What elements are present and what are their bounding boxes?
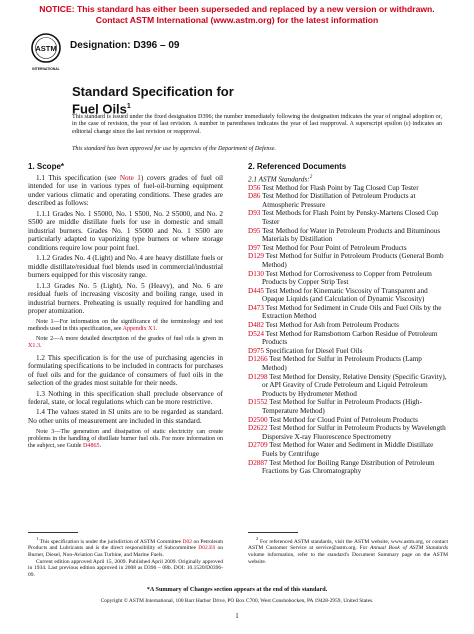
footnote-2: $^2$ For referenced ASTM standards, visit the ASTM website, www.astm.org, or contact ASTM Customer Service at service@astm.org. For Annual Book of ASTM Standards volume information, refer to the standard's Document Summary page on the ASTM website. (248, 536, 449, 565)
astm-logo (30, 33, 62, 73)
appendix-x1-link[interactable]: Appendix X1 (122, 326, 156, 333)
x1-3-link[interactable]: X1.3 (28, 343, 41, 350)
reference-item (248, 416, 448, 425)
reference-title: Test Method for Density, Relative Density (Specific Gravity), or API Gravity of Crude Petroleum and Liquid Petroleum Products by Hydrometer Method (262, 372, 447, 398)
reference-item (248, 184, 448, 193)
scope-1-3: 1.3 Nothing in this specification shall preclude observance of federal, state, or local regulations which can be more restrictive. (28, 389, 223, 407)
scope-heading: 1. Scope* (28, 162, 65, 171)
reference-code-link[interactable]: D473 (248, 303, 264, 312)
page-number: 1 (235, 612, 239, 620)
reference-code-link[interactable]: D524 (248, 329, 264, 338)
reference-title: Test Method for Corrosiveness to Copper from Petroleum Products by Copper Strip Test (262, 269, 432, 287)
footnote-1: $^1$ This specification is under the jurisdiction of ASTM Committee D02 on Petroleum Products and Lubricants and is the direct responsibility of Subcommittee D02.E0 on Burner, Diesel, Non-Aviation Gas Turbine, and Marine Fuels. Current edition approved April 15, 2009. Published April 2009. Originally approved in 1934. Last previous edition approved in 2008 as D396 – 08b. DOI: 10.1520/D0396-09. (28, 536, 224, 578)
reference-item (248, 355, 448, 372)
reference-code-link[interactable]: D1266 (248, 355, 268, 364)
reference-code-link[interactable]: D97 (248, 243, 261, 252)
footnote-rule-right (248, 532, 298, 533)
reference-item (248, 252, 448, 269)
scope-1-1-3: 1.1.3 Grades No. 5 (Light), No. 5 (Heavy), and No. 6 are residual fuels of increasing viscosity and boiling range, used in industrial burners. Preheating is usually required for handling and proper atomization. (28, 281, 223, 316)
reference-item (248, 270, 448, 287)
designation: Designation: D396 – 09 (70, 40, 180, 51)
d02-link[interactable]: D02 (182, 538, 192, 545)
reference-title: Test Method for Flash Point by Tag Closed Cup Tester (262, 183, 419, 192)
reference-title: Test Methods for Flash Point by Pensky-Martens Closed Cup Tester (262, 209, 439, 226)
reference-code-link[interactable]: D56 (248, 183, 261, 192)
scope-1-1-1: 1.1.1 Grades No. 1 S5000, No. 1 S500, No. 2 S5000, and No. 2 S500 are middle distillate fuels for use in domestic and small industrial burners. Grades No. 1 S5000 and No. 1 S500 are particularly adapted to vaporizing type burners or where storage conditions require low pour point fuel. (28, 209, 223, 252)
reference-title: Test Method for Cloud Point of Petroleum Products (269, 415, 418, 424)
scope-1-1: 1.1 This specification (see Note 1) covers grades of fuel oil intended for use in various types of fuel-oil-burning equipment under various climatic and operating conditions. These grades are described as follows: (28, 173, 223, 208)
reference-title: Test Method for Distillation of Petroleum Products at Atmospheric Pressure (262, 192, 416, 209)
reference-title: Specification for Diesel Fuel Oils (265, 346, 363, 355)
reference-title: Test Method for Sulfur in Petroleum Products (General Bomb Method) (262, 252, 444, 269)
copyright-line: Copyright © ASTM International, 100 Barr Harbor Drive, PO Box C700, West Conshohocken, PA 19428-2959, United States. (100, 598, 374, 604)
note-1: Note 1—For information on the significance of the terminology and test methods used in this specification, see Appendix X1. (28, 318, 223, 333)
note-2: Note 2—A more detailed description of the grades of fuel oils is given in X1.3. (28, 336, 223, 350)
reference-code-link[interactable]: D95 (248, 226, 261, 235)
reference-code-link[interactable]: D86 (248, 192, 261, 201)
reference-item (248, 304, 448, 321)
scope-1-2: 1.2 This specification is for the use of purchasing agencies in formulating specifications to be included in contracts for purchases of fuel oils and for the guidance of consumers of fuel oils in the selection of the grades most suitable for their needs. (28, 353, 223, 388)
reference-title: Test Method for Boiling Range Distribution of Petroleum Fractions by Gas Chromatography (262, 458, 435, 476)
reference-item (248, 209, 448, 226)
dod-approval-note: This standard has been approved for use by agencies of the Department of Defense. (72, 146, 276, 152)
reference-item (248, 441, 448, 458)
reference-item (248, 287, 448, 304)
reference-title: Test Method for Ash from Petroleum Products (265, 321, 399, 330)
reference-item (248, 398, 448, 415)
reference-item (248, 347, 448, 356)
reference-item (248, 192, 448, 209)
scope-1-1-2: 1.1.2 Grades No. 4 (Light) and No. 4 are heavy distillate fuels or middle distillate/residual fuel blends used in commercial/industrial burners equipped for this viscosity range. (28, 254, 223, 280)
reference-code-link[interactable]: D2709 (248, 441, 268, 450)
note-1-link[interactable]: Note 1 (119, 173, 141, 182)
logo-caption: INTERNATIONAL (32, 67, 60, 71)
references-heading: 2. Referenced Documents (248, 162, 347, 171)
document-title (72, 84, 234, 116)
scope-section (28, 163, 223, 453)
reference-code-link[interactable]: D129 (248, 252, 264, 261)
reference-item (248, 330, 448, 347)
notice-line-1: NOTICE: This standard has either been superseded and replaced by a new version or withdrawn. (39, 4, 435, 14)
reference-title: Test Method for Ramsbottom Carbon Residue of Petroleum Products (262, 329, 438, 347)
reference-code-link[interactable]: D2500 (248, 415, 268, 424)
reference-list (248, 184, 448, 476)
reference-item (248, 244, 448, 253)
notice-line-2: Contact ASTM International (www.astm.org) for the latest information (95, 14, 379, 25)
reference-code-link[interactable]: D130 (248, 269, 264, 278)
d02-e0-link[interactable]: D02.E0 (198, 545, 216, 552)
notice-banner (0, 4, 474, 25)
preamble: This standard is issued under the fixed designation D396; the number immediately following the designation indicates the year of original adoption or, in the case of revision, the year of last revision. A number in parentheses indicates the year of last reapproval. A superscript epsilon (ε) indicates an editorial change since the last revision or reapproval. (72, 114, 442, 135)
reference-code-link[interactable]: D2622 (248, 424, 268, 433)
footnote-rule-left (28, 532, 78, 533)
title-line-2: Fuel Oils$^1$ (72, 101, 131, 117)
reference-code-link[interactable]: D1298 (248, 372, 268, 381)
reference-title: Test Method for Water in Petroleum Products and Bituminous Materials by Distillation (262, 226, 441, 244)
summary-of-changes-note: *A Summary of Changes section appears at the end of this standard. (146, 586, 328, 593)
astm-standards-label: 2.1 ASTM Standards:$^2$ (248, 174, 313, 183)
reference-title: Test Method for Sulfur in Petroleum Products (High-Temperature Method) (262, 398, 422, 416)
reference-title: Test Method for Sulfur in Petroleum Products by Wavelength Dispersive X-ray Fluorescence Spectrometry (262, 424, 446, 441)
reference-item (248, 373, 448, 399)
reference-code-link[interactable]: D1552 (248, 398, 268, 407)
reference-code-link[interactable]: D975 (248, 346, 264, 355)
logo-letters: ASTM (35, 44, 57, 53)
reference-title: Test Method for Water and Sediment in Middle Distillate Fuels by Centrifuge (262, 441, 434, 458)
scope-1-4: 1.4 The values stated in SI units are to be regarded as standard. No other units of measurement are included in this standard. (28, 408, 223, 426)
reference-code-link[interactable]: D93 (248, 209, 261, 218)
reference-item (248, 227, 448, 244)
referenced-documents-section (248, 163, 448, 476)
reference-code-link[interactable]: D445 (248, 286, 264, 295)
d4865-link[interactable]: D4865 (83, 443, 100, 450)
reference-title: Test Method for Sediment in Crude Oils and Fuel Oils by the Extraction Method (262, 303, 442, 321)
reference-title: Test Method for Kinematic Viscosity of Transparent and Opaque Liquids (and Calculation of Dynamic Viscosity) (262, 286, 428, 304)
reference-item (248, 321, 448, 330)
title-line-1: Standard Specification for (72, 84, 234, 99)
reference-item (248, 459, 448, 476)
note-3: Note 3—The generation and dissipation of static electricity can create problems in the handling of distillate burner fuel oils. For more information on the subject, see Guide D4865. (28, 428, 223, 450)
reference-code-link[interactable]: D2887 (248, 458, 268, 467)
reference-title: Test Method for Pour Point of Petroleum Products (262, 243, 407, 252)
reference-code-link[interactable]: D482 (248, 321, 264, 330)
reference-item (248, 424, 448, 441)
reference-title: Test Method for Sulfur in Petroleum Products (Lamp Method) (262, 355, 422, 373)
